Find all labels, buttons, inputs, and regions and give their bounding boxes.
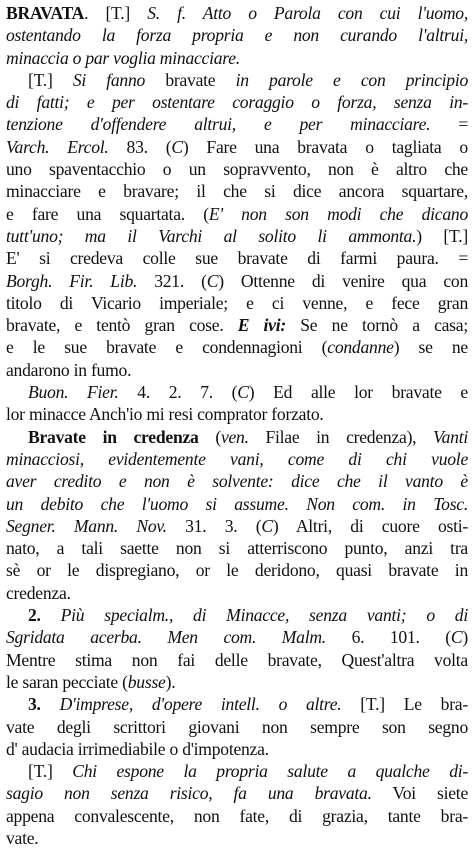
text-line: minacciosi, evidentemente vani, come di chi vuole xyxy=(6,448,468,469)
text-line: [T.] Si fanno bravate in parole e con principio xyxy=(28,69,468,90)
text-line: [T.] Chi espone la propria salute a qualche di- xyxy=(28,761,468,782)
text-line: aver credito e non è solvente: dice che il vanto è xyxy=(6,471,468,492)
text-line: ostentando la forza propria e non curando l'altrui, xyxy=(6,25,468,46)
text-line: Bravate in credenza (ven. Filae in credenza), Vanti xyxy=(28,426,468,447)
text-line: Segner. Mann. Nov. 31. 3. (C) Altri, di cuore osti- xyxy=(6,515,468,536)
text-line: titolo di Vicario imperiale; e ci venne, e fece gran xyxy=(6,292,468,313)
text-line: credenza. xyxy=(6,582,71,603)
text-line: sagio non senza risico, fa una bravata. Voi siete xyxy=(6,783,468,804)
text-line: Varch. Ercol. 83. (C) Fare una bravata o tagliata o xyxy=(6,136,468,157)
text-line: d' audacia irrimediabile o d'impotenza. xyxy=(6,738,269,759)
text-line: sè or le dispregiano, or le deridono, quasi bravate in xyxy=(6,560,468,581)
text-line: e fare una squartata. (E' non son modi che dicano xyxy=(6,203,468,224)
text-line: e le sue bravate e condennagioni (condanne) se ne xyxy=(6,337,468,358)
text-line: nato, a tali saette non si atterriscono punto, anzi tra xyxy=(6,538,468,559)
text-line: lor minacce Anch'io mi resi comprator forzato. xyxy=(6,404,324,425)
text-line: un debito che l'uomo si assume. Non com. in Tosc. xyxy=(6,493,468,514)
text-line: bravate, e tentò gran cose. E ivi: Se ne tornò a casa; xyxy=(6,315,468,336)
text-line: tutt'uno; ma il Varchi al solito li ammonta.) [T.] xyxy=(6,225,468,246)
text-line: 2. Più specialm., di Minacce, senza vanti; o di xyxy=(28,605,468,626)
text-line: Sgridata acerba. Men com. Malm. 6. 101. (C) xyxy=(6,627,468,648)
text-line: vate degli scrittori giovani non sempre son segno xyxy=(6,716,468,737)
text-line: andarono in fumo. xyxy=(6,359,132,380)
text-line: Buon. Fier. 4. 2. 7. (C) Ed alle lor bravate e xyxy=(28,382,468,403)
text-line: minacciare e bravare; il che si dice ancora squartare, xyxy=(6,181,468,202)
text-line: E' si credeva colle sue bravate di farmi paura. = xyxy=(6,248,468,269)
text-line: minaccia o par voglia minacciare. xyxy=(6,47,240,68)
text-line: Borgh. Fir. Lib. 321. (C) Ottenne di venire qua con xyxy=(6,270,468,291)
text-line: BRAVATA. [T.] S. f. Atto o Parola con cui l'uomo, xyxy=(6,3,468,23)
text-line: appena convalescente, non fate, di grazia, tante bra- xyxy=(6,805,468,826)
text-line: vate. xyxy=(6,827,39,848)
text-line: uno spaventacchio o un sopravvento, non è altro che xyxy=(6,159,468,180)
text-line: Mentre stima non fai delle bravate, Quest'altra volta xyxy=(6,649,468,670)
text-line: tenzione d'offendere altrui, e per minacciare. = xyxy=(6,114,468,135)
text-line: di fatti; e per ostentare coraggio o forza, senza in- xyxy=(6,92,468,113)
text-line: le saran pecciate (busse). xyxy=(6,671,176,692)
text-line: 3. D'imprese, d'opere intell. o altre. [T.] Le bra- xyxy=(28,694,468,715)
